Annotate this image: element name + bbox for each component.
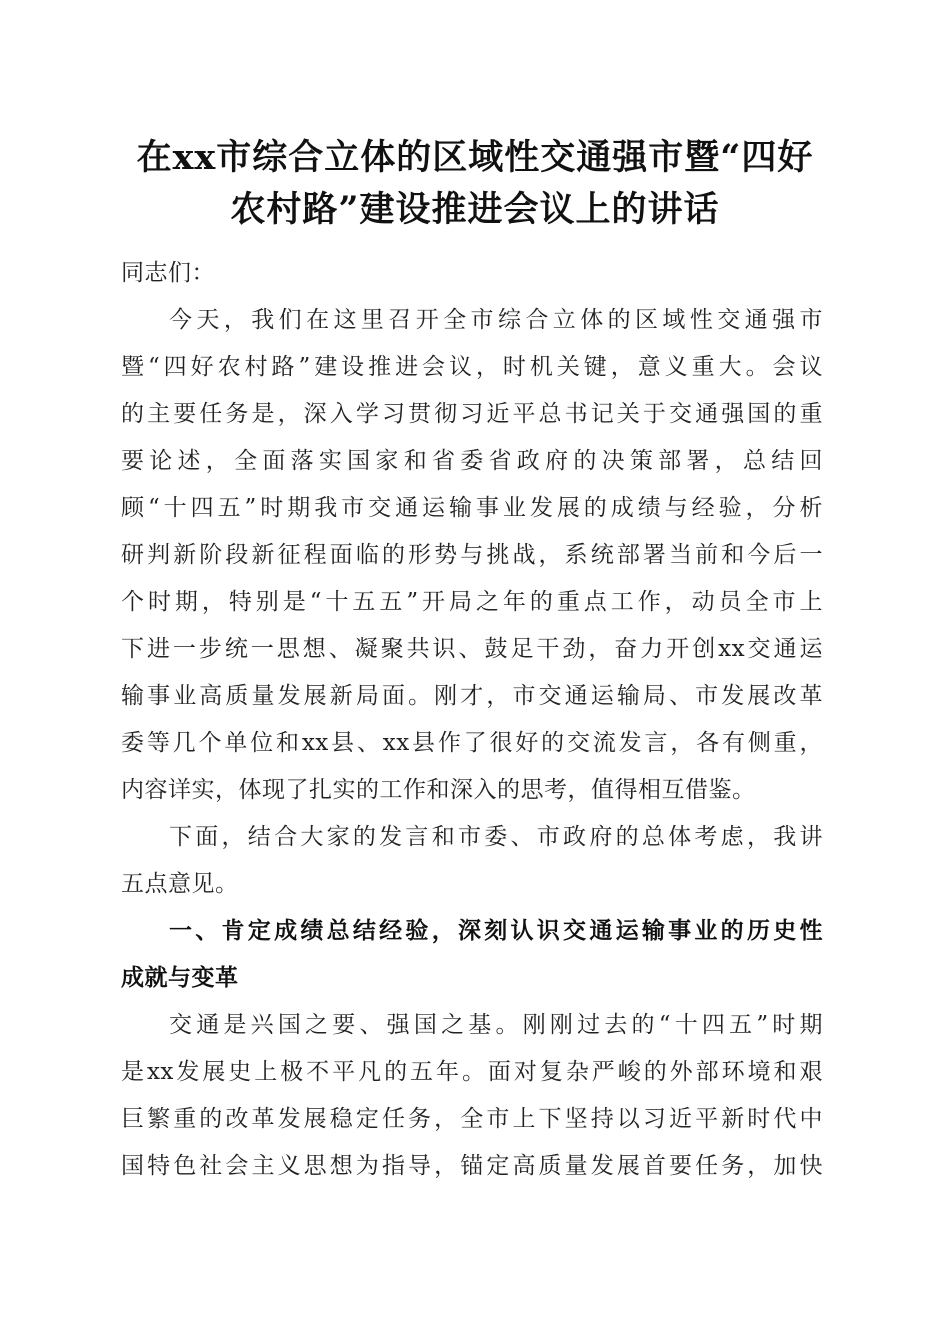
paragraph-line: 交通是兴国之要、强国之基。刚刚过去的“十四五”时期 [169,1012,823,1038]
title-line: 在xx市综合立体的区域性交通强市暨“四好 [136,137,814,178]
paragraph-line: 个时期，特别是“十五五”开局之年的重点工作，动员全市上 [121,589,823,615]
paragraph-line: 是xx发展史上极不平凡的五年。面对复杂严峻的外部环境和艰 [121,1059,823,1085]
paragraph-line: 输事业高质量发展新局面。刚才，市交通运输局、市发展改革 [121,683,823,709]
paragraph-line: 五点意见。 [121,871,239,897]
paragraph-line: 暨“四好农村路”建设推进会议，时机关键，意义重大。会议 [121,354,823,380]
heading-line: 一、肯定成绩总结经验，深刻认识交通运输事业的历史性 [169,918,823,944]
paragraph-line: 要论述，全面落实国家和省委省政府的决策部署，总结回 [121,448,823,474]
section-1-heading [121,908,823,1002]
title-line: 农村路”建设推进会议上的讲话 [230,189,720,230]
document-title [100,132,850,236]
paragraph-line: 内容详实，体现了扎实的工作和深入的思考，值得相互借鉴。 [121,777,756,803]
heading-line: 成就与变革 [121,965,239,991]
paragraph-line: 委等几个单位和xx县、xx县作了很好的交流发言，各有侧重， [121,730,823,756]
paragraph-line: 研判新阶段新征程面临的形势与挑战，系统部署当前和今后一 [121,542,823,568]
paragraph-line: 下面，结合大家的发言和市委、市政府的总体考虑，我讲 [169,824,823,850]
salutation: 同志们： [121,260,215,286]
paragraph-line: 的主要任务是，深入学习贯彻习近平总书记关于交通强国的重 [121,401,823,427]
paragraph-line: 国特色社会主义思想为指导，锚定高质量发展首要任务，加快 [121,1153,823,1179]
paragraph-line: 巨繁重的改革发展稳定任务，全市上下坚持以习近平新时代中 [121,1106,823,1132]
paragraph-line: 顾“十四五”时期我市交通运输事业发展的成绩与经验，分析 [121,495,823,521]
paragraph-2 [121,814,823,908]
document-body [121,250,823,1190]
paragraph-1 [121,297,823,814]
paragraph-line: 下进一步统一思想、凝聚共识、鼓足干劲，奋力开创xx交通运 [121,636,823,662]
paragraph-line: 今天，我们在这里召开全市综合立体的区域性交通强市 [169,307,823,333]
paragraph-3 [121,1002,823,1190]
